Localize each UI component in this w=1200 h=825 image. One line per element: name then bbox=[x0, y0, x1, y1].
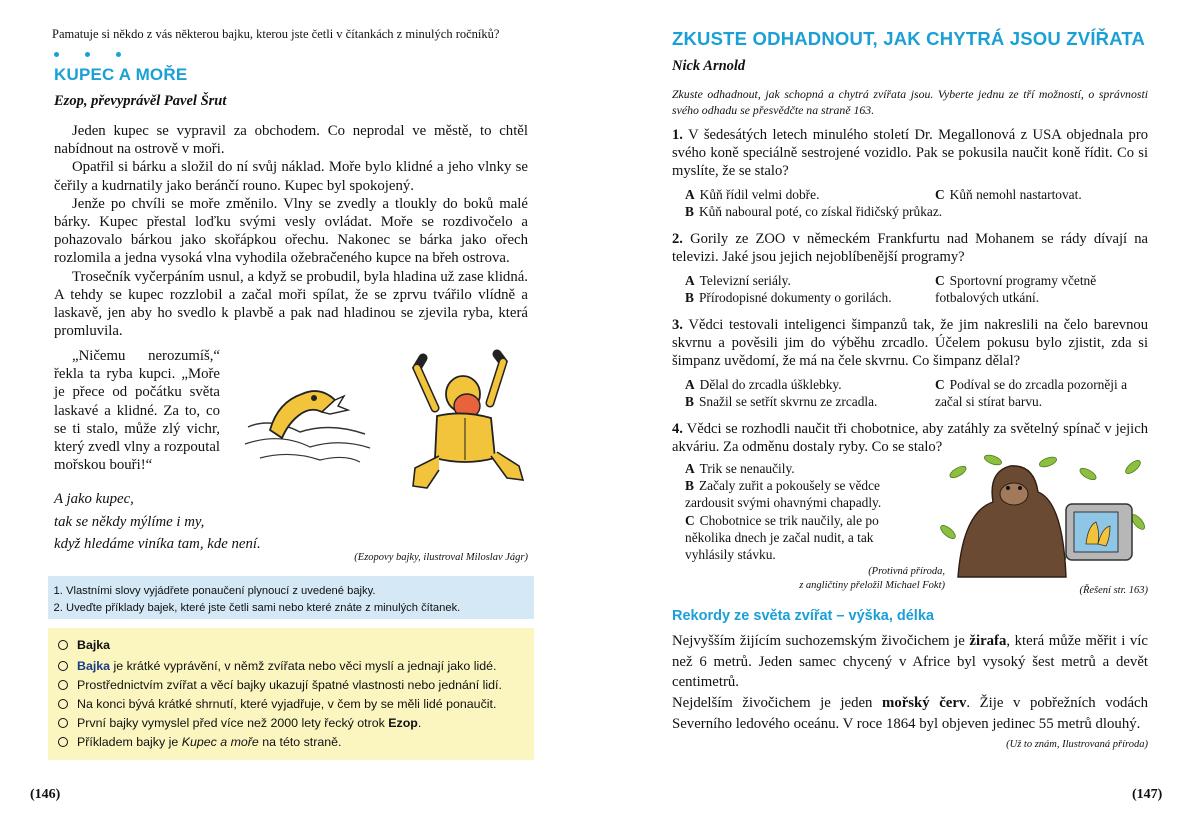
question-text: Vědci testovali inteligenci šimpanzů tak, že jim nakreslili na čelo barevnou skvrnu a pověsili jim do výběhu zrcadlo. Účelem pokusu bylo zjistit, zda si šimpanz uvědomí, že má na čele skvrnu. Co šimpanz dělal? bbox=[672, 317, 1148, 369]
record-worm bbox=[672, 693, 1148, 734]
tasks-box bbox=[48, 576, 534, 619]
page-number: (146) bbox=[30, 787, 61, 802]
quiz-intro: Zkuste odhadnout, jak schopná a chytrá zvířata jsou. Vyberte jednu ze tří možností, o správnosti svého odhadu se přesvědčte na straně 163. bbox=[672, 87, 1148, 117]
solution-reference: (Řešení str. 163) bbox=[1079, 585, 1148, 596]
moral-line: když hledáme viníka tam, kde není. bbox=[54, 536, 261, 552]
records-credit: (Už to znám, Ilustrovaná příroda) bbox=[1006, 739, 1148, 750]
note-text: je krátké vyprávění, v němž zvířata nebo věci myslí a jednají jako lidé. bbox=[110, 659, 497, 673]
note-item bbox=[58, 659, 528, 673]
option-text: Kůň řídil velmi dobře. bbox=[699, 187, 820, 202]
question-number: 4. bbox=[672, 421, 683, 437]
moral-line: tak se někdy mýlíme i my, bbox=[54, 513, 205, 530]
question-number: 3. bbox=[672, 317, 683, 333]
speech-paragraph: „Ničemu nerozumíš,“ řekla ta ryba kupci. „Moře je přece od počátku světa laskavé a klidné. Za to, co se ti stalo, může zlý vichr, který zvedl vlny a rozpoutal mořskou bouři!“ bbox=[54, 348, 220, 474]
source-line: (Protivná příroda, bbox=[868, 566, 945, 577]
note-text: . bbox=[417, 716, 422, 730]
fish-speech bbox=[54, 347, 220, 474]
option-text: Dělal do zrcadla úšklebky. bbox=[699, 377, 842, 392]
quiz-source bbox=[760, 565, 945, 593]
notes-box bbox=[48, 628, 534, 760]
record-text: , která může měřit i víc než 6 metrů. Jeden samec chycený v Africe byl vysoký šest metrů a devět centimetrů. bbox=[672, 633, 1148, 690]
question-2 bbox=[672, 230, 1148, 266]
notes-heading-text: Bajka bbox=[77, 638, 111, 652]
bullet-circle-icon bbox=[58, 737, 68, 747]
question-1 bbox=[672, 126, 1148, 180]
gorilla-tv-illustration bbox=[938, 452, 1148, 580]
question-text: Gorily ze ZOO v německém Frankfurtu nad Mohanem se rády dívají na televizi. Jaké jsou jejich nejoblíbenější programy? bbox=[672, 231, 1148, 265]
option-a[interactable]: A Televizní seriály. bbox=[685, 273, 791, 288]
option-c[interactable]: C Podíval se do zrcadla pozorněji a začal si stírat barvu. bbox=[935, 377, 1128, 409]
option-text: Sportovní programy včetně fotbalových utkání. bbox=[935, 273, 1097, 305]
option-text: Snažil se setřít skvrnu ze zrcadla. bbox=[698, 394, 878, 409]
fable-story bbox=[54, 122, 528, 340]
record-text: Nejvyšším žijícím suchozemským živočichem je bbox=[672, 633, 970, 649]
page-number: (147) bbox=[1132, 787, 1163, 802]
question-text: V šedesátých letech minulého století Dr. Megallonová z USA objednala pro svého koně speciálně sestrojené vozidlo. Pak se pokusila naučit koně řídit. Co si myslíte, že se stalo? bbox=[672, 127, 1148, 179]
question-text: Vědci se rozhodli naučit tři chobotnice, aby zatáhly za světelný spínač v jejich akváriu. Za odměnu dostaly ryby. Co se stalo? bbox=[672, 421, 1149, 455]
record-bold: mořský červ bbox=[882, 695, 967, 711]
option-text: Kůň naboural poté, co získal řidičský průkaz. bbox=[698, 204, 943, 219]
bullet-circle-icon bbox=[58, 661, 68, 671]
option-a[interactable]: A Dělal do zrcadla úšklebky. bbox=[685, 377, 842, 392]
option-c[interactable]: C Chobotnice se trik naučily, ale po několika dnech je začal nudit, a tak vyhlásily stávku. bbox=[685, 513, 879, 562]
fish-illustration bbox=[240, 372, 380, 472]
decorative-dots bbox=[54, 44, 147, 62]
fable-title: KUPEC A MOŘE bbox=[54, 65, 188, 84]
option-text: Trik se nenaučily. bbox=[699, 461, 795, 476]
note-bold: Ezop bbox=[388, 716, 418, 730]
question-number: 2. bbox=[672, 231, 683, 247]
source-line: z angličtiny přeložil Michael Fokt) bbox=[799, 580, 945, 591]
option-b[interactable]: B Kůň naboural poté, co získal řidičský průkaz. bbox=[685, 204, 943, 219]
bullet-circle-icon bbox=[58, 680, 68, 690]
records-title: Rekordy ze světa zvířat – výška, délka bbox=[672, 608, 934, 624]
note-text: První bajky vymyslel před více než 2000 lety řecký otrok bbox=[77, 716, 389, 730]
option-b[interactable]: B Začaly zuřit a pokoušely se vědce zardousit svými ohavnými chapadly. bbox=[685, 478, 882, 510]
note-text: Příkladem bajky je bbox=[77, 735, 182, 749]
question-3 bbox=[672, 316, 1148, 370]
note-item bbox=[58, 678, 528, 692]
quiz-author: Nick Arnold bbox=[672, 58, 746, 74]
note-italic: Kupec a moře bbox=[181, 735, 259, 749]
story-paragraph: Trosečník vyčerpáním usnul, a když se probudil, byla hladina už zase klidná. A tehdy se kupec rozzlobil a začal moři spílat, že se zprvu tvářilo vlídně a laskavě, jen aby ho svedlo k plavbě a pak nad hladinou se zjevila ryba, která promluvila. bbox=[54, 268, 528, 340]
fable-moral bbox=[54, 488, 354, 556]
task-item: 1. Vlastními slovy vyjádřete ponaučení plynoucí z uvedené bajky. bbox=[66, 583, 534, 600]
story-paragraph: Opatřil si bárku a složil do ní svůj náklad. Moře bylo klidné a jeho vlnky se čeřily a kudrnatily jako beránčí rouno. Kupec byl spokojený. bbox=[54, 159, 528, 194]
option-b[interactable]: B Přírodopisné dokumenty o gorilách. bbox=[685, 290, 892, 305]
note-term: Bajka bbox=[77, 659, 111, 673]
note-text: Prostřednictvím zvířat a věcí bajky ukazují špatné vlastnosti nebo jednání lidí. bbox=[77, 678, 502, 692]
note-item bbox=[58, 697, 528, 711]
question-number: 1. bbox=[672, 127, 683, 143]
note-item bbox=[58, 716, 528, 730]
note-item bbox=[58, 735, 528, 749]
note-text: Na konci bývá krátké shrnutí, které vyjadřuje, v čem by se měli lidé ponaučit. bbox=[77, 697, 497, 711]
option-text: Televizní seriály. bbox=[699, 273, 791, 288]
note-text: na této straně. bbox=[258, 735, 342, 749]
option-c[interactable]: C Sportovní programy včetně fotbalových utkání. bbox=[935, 273, 1097, 305]
fable-credit: (Ezopovy bajky, ilustroval Miloslav Jágr) bbox=[354, 552, 528, 563]
option-a[interactable]: A Trik se nenaučily. bbox=[685, 461, 795, 476]
option-text: Podíval se do zrcadla pozorněji a začal si stírat barvu. bbox=[935, 377, 1128, 409]
bullet-circle-icon bbox=[58, 640, 68, 650]
record-text: . Žije v pobřežních vodách Severního ledového oceánu. V roce 1864 byl objeven jedinec 55 metrů dlouhý. bbox=[672, 695, 1148, 732]
moral-line: A jako kupec, bbox=[54, 491, 134, 507]
story-paragraph: Jeden kupec se vypravil za obchodem. Co neprodal ve městě, to chtěl nabídnout na ostrově v moři. bbox=[54, 123, 528, 158]
fable-author: Ezop, převyprávěl Pavel Šrut bbox=[54, 93, 227, 109]
record-giraffe bbox=[672, 631, 1148, 693]
question-4 bbox=[672, 420, 1148, 456]
quiz-title: ZKUSTE ODHADNOUT, JAK CHYTRÁ JSOU ZVÍŘATA bbox=[672, 28, 1146, 49]
notes-heading bbox=[58, 638, 528, 652]
merchant-illustration bbox=[395, 348, 530, 498]
option-text: Chobotnice se trik naučily, ale po několika dnech je začal nudit, a tak vyhlásily stávku. bbox=[685, 513, 879, 562]
option-text: Přírodopisné dokumenty o gorilách. bbox=[698, 290, 892, 305]
story-paragraph: Jenže po chvíli se moře změnilo. Vlny se zvedly a tloukly do boků malé bárky. Kupec přestal loďku svými vesly ovládat. Moře se rozdivočelo a pohazovalo bárkou jako skořápkou ořechu. Nakonec se bárka jako ořech rozlomila a jedna vysoká vlna vyhodila ožebračeného kupce na břeh ostrova. bbox=[54, 195, 528, 267]
task-item: 2. Uveďte příklady bajek, které jste četli sami nebo které znáte z minulých čítanek. bbox=[66, 600, 534, 617]
bullet-circle-icon bbox=[58, 699, 68, 709]
option-c[interactable]: C Kůň nemohl nastartovat. bbox=[935, 187, 1082, 202]
option-text: Kůň nemohl nastartovat. bbox=[949, 187, 1082, 202]
option-b[interactable]: B Snažil se setřít skvrnu ze zrcadla. bbox=[685, 394, 878, 409]
record-text: Nejdelším živočichem je jeden bbox=[672, 695, 882, 711]
record-bold: žirafa bbox=[969, 633, 1007, 649]
option-text: Začaly zuřit a pokoušely se vědce zardousit svými ohavnými chapadly. bbox=[685, 478, 882, 510]
bullet-circle-icon bbox=[58, 718, 68, 728]
intro-question: Pamatuje si někdo z vás některou bajku, kterou jste četli v čítankách z minulých ročníků? bbox=[52, 27, 500, 41]
option-a[interactable]: A Kůň řídil velmi dobře. bbox=[685, 187, 820, 202]
